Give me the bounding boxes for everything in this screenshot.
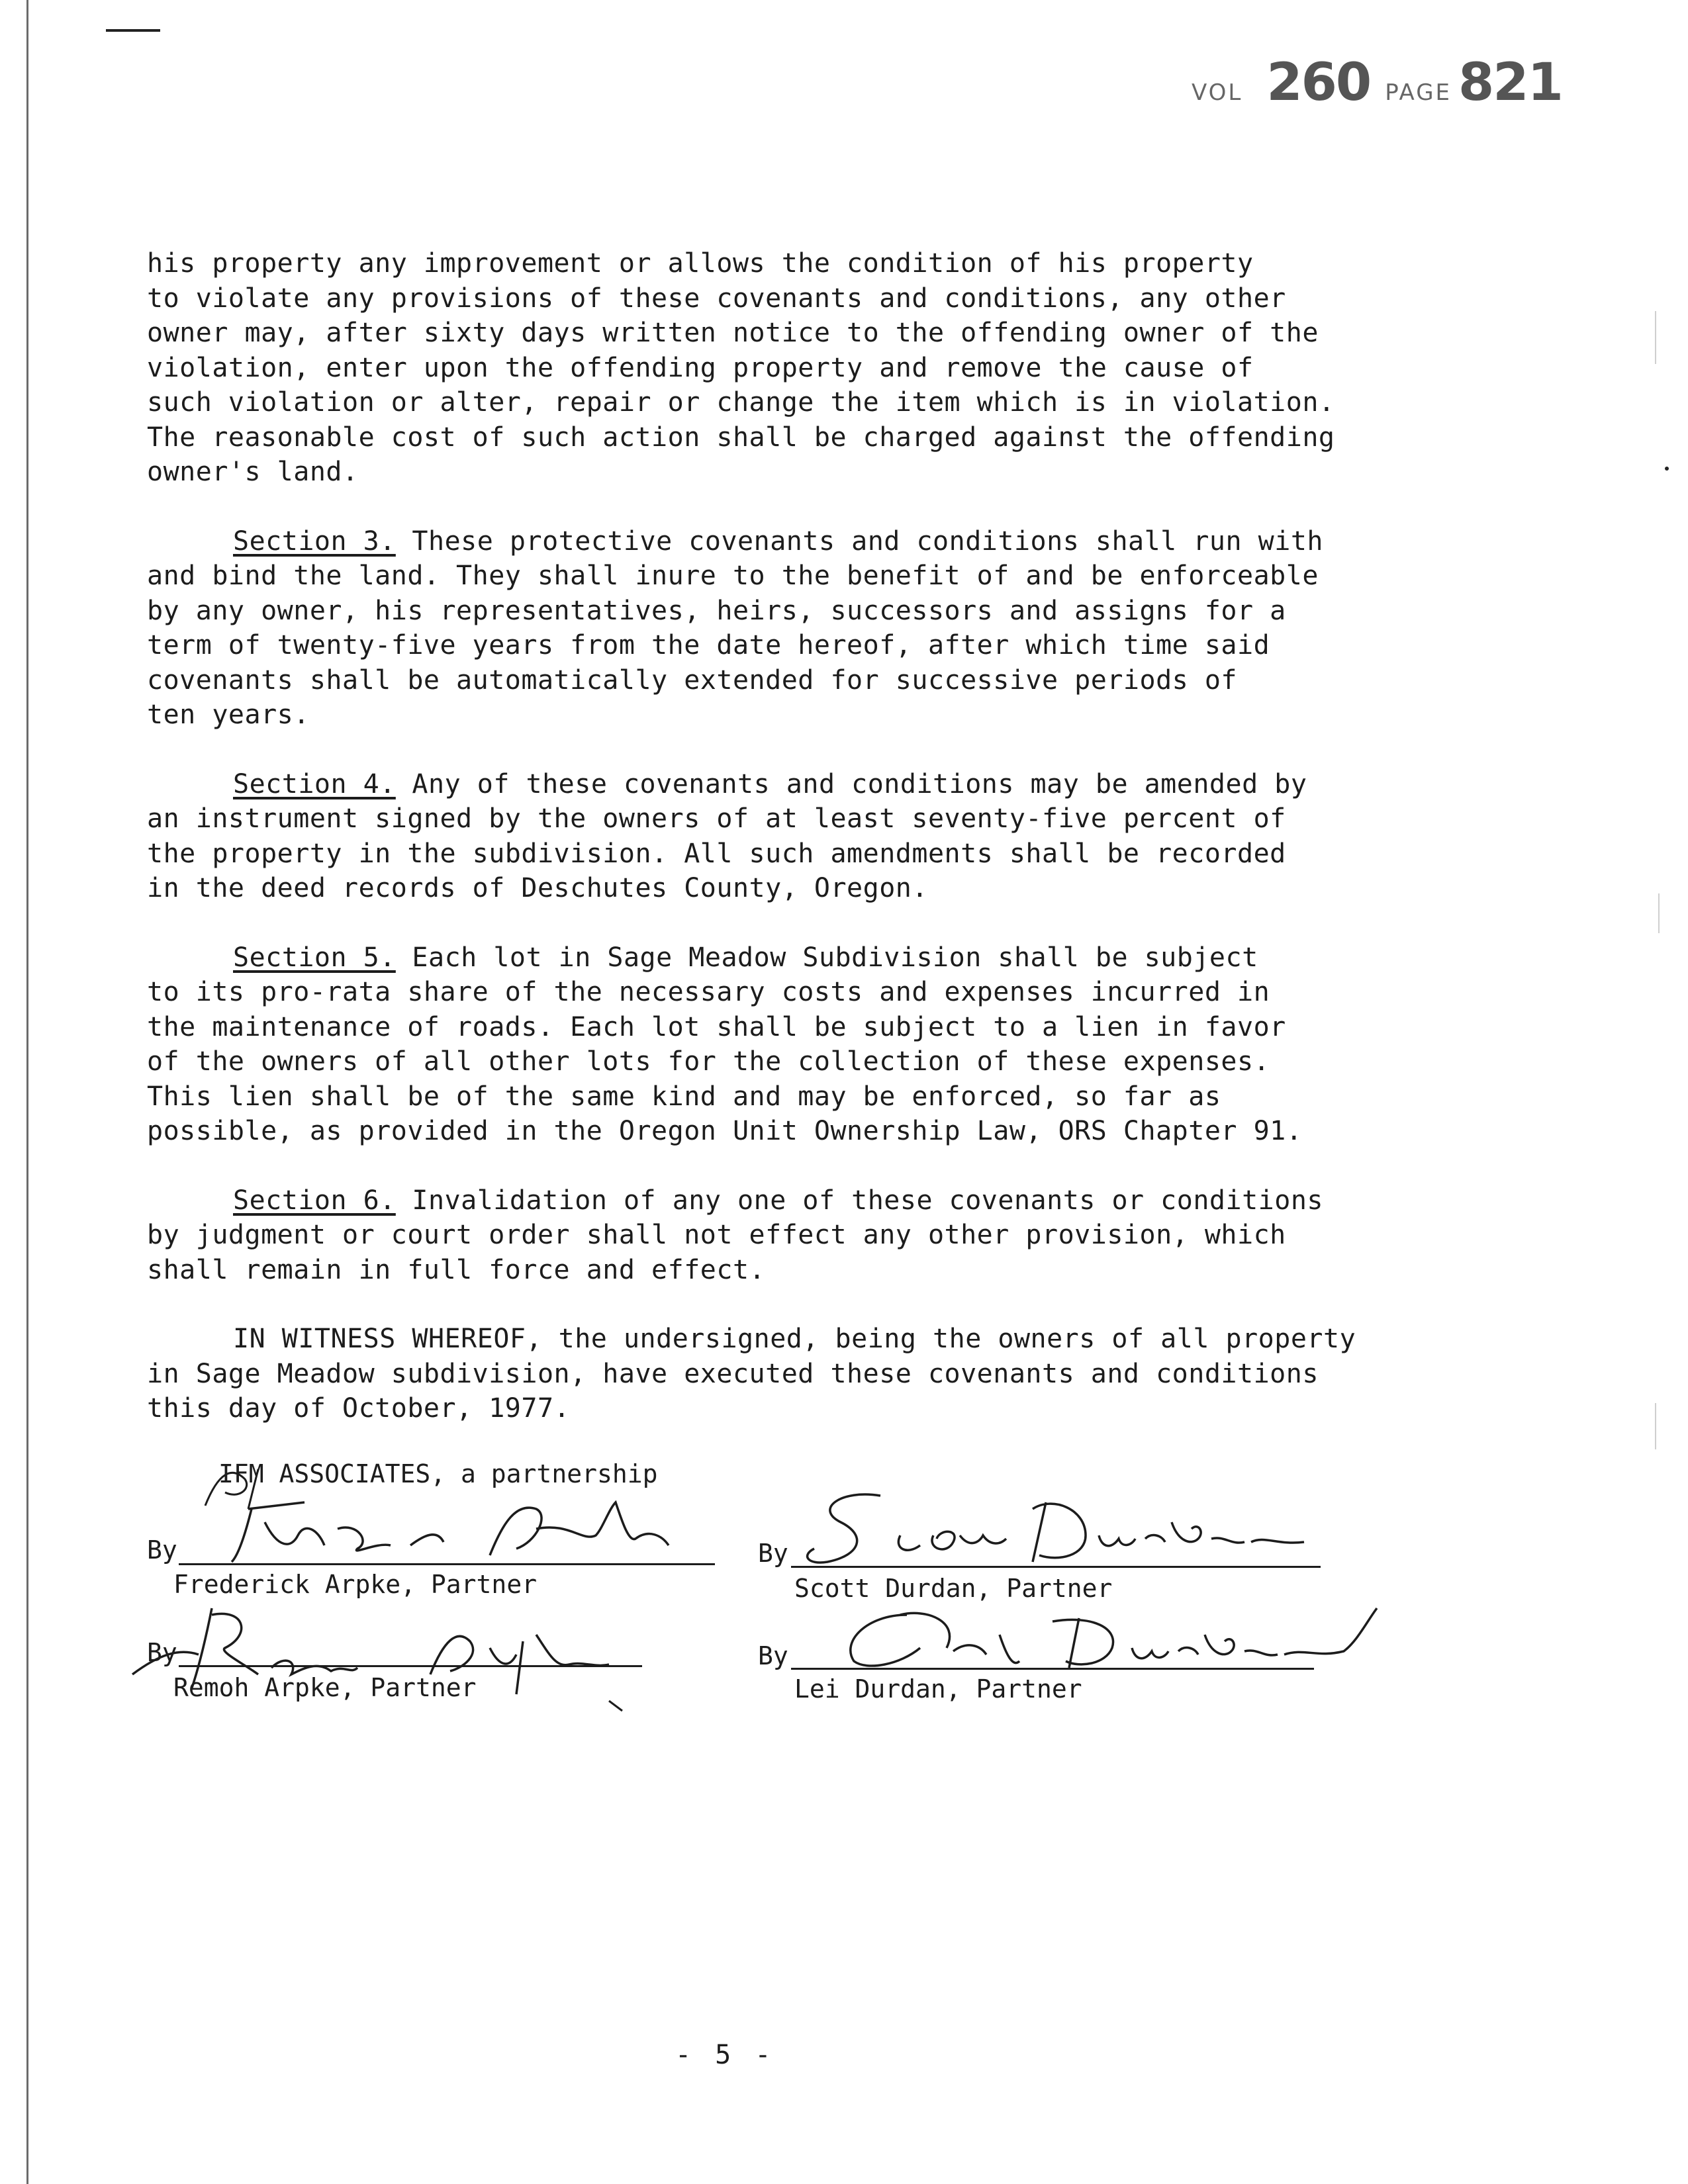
- section-6-text: Invalidation of any one of these covenants or conditions by judgment or court order shall not effect any other provision, which shall remain in full force and effect.: [147, 1185, 1324, 1285]
- by-label: By: [147, 1638, 177, 1667]
- covenant-body: [147, 246, 1471, 1461]
- section-4-text: Any of these covenants and conditions may be amended by an instrument signed by the owners of at least seventy-five percent of the property in the subdivision. All such amendments shall be recorded in the deed records of Deschutes County, Oregon.: [147, 768, 1307, 903]
- signature-frederick-arpke: [225, 1482, 702, 1569]
- corner-mark: [106, 29, 160, 32]
- firm-name: IFM ASSOCIATES, a partnership: [218, 1459, 658, 1488]
- witness-clause: [147, 1322, 1471, 1426]
- page-number-stamp: 821: [1458, 53, 1562, 113]
- by-label: By: [758, 1539, 788, 1568]
- signer-4-name: Lei Durdan, Partner: [794, 1674, 1082, 1704]
- vol-number: 260: [1266, 53, 1371, 113]
- scan-speck: [1665, 467, 1669, 471]
- signer-3-name: Scott Durdan, Partner: [794, 1574, 1113, 1603]
- scan-scratch: [1658, 893, 1660, 933]
- signature-scott-durdan: [801, 1482, 1324, 1575]
- section-5-text: Each lot in Sage Meadow Subdivision shall be subject to its pro-rata share of the necessary costs and expenses incurred in the maintenance of roads. Each lot shall be subject to a lien in favor of the owners of all other lots for the collection of these expenses. This lien shall be of the same kind and may be enforced, so far as possible, as provided in the Oregon Unit Ownership Law, ORS Chapter 91.: [147, 942, 1303, 1146]
- signature-lei-durdan: [827, 1595, 1390, 1681]
- scan-scratch: [1655, 1403, 1656, 1449]
- by-label: By: [758, 1641, 788, 1670]
- section-3: [147, 524, 1471, 733]
- section-6: [147, 1183, 1471, 1288]
- recording-stamp: [1192, 53, 1562, 126]
- section-6-heading: Section 6.: [233, 1185, 396, 1216]
- scan-left-edge: [26, 0, 28, 2184]
- section-3-heading: Section 3.: [233, 525, 396, 557]
- vol-label: VOL: [1192, 79, 1243, 106]
- section-5-heading: Section 5.: [233, 942, 396, 973]
- page-label: PAGE: [1385, 79, 1452, 106]
- signer-1-name: Frederick Arpke, Partner: [173, 1570, 538, 1599]
- by-label: By: [147, 1535, 177, 1565]
- paragraph-continuation: his property any improvement or allows the condition of his property to violate any provisions of these covenants and conditions, any other owner may, after sixty days written notice to the offending owner of the violation, enter upon the offending property and remove the cause of such violation or alter, repair or change the item which is in violation. The reasonable cost of such action shall be charged against the offending owner's land.: [147, 248, 1335, 487]
- scan-scratch: [1655, 311, 1656, 364]
- section-3-text: These protective covenants and conditions shall run with and bind the land. They shall inure to the benefit of and be enforceable by any owner, his representatives, heirs, successors and assigns for a term of twenty-five years from the date hereof, after which time said covenants shall be automatically extended for successive periods of ten years.: [147, 525, 1324, 730]
- signer-2-name: Remoh Arpke, Partner: [173, 1673, 477, 1702]
- witness-text: IN WITNESS WHEREOF, the undersigned, being the owners of all property in Sage Meadow subdivision, have executed these covenants and conditions this day of October, 1977.: [147, 1324, 1356, 1424]
- section-4-heading: Section 4.: [233, 768, 396, 799]
- section-4: [147, 767, 1471, 906]
- page-footer-number: - 5 -: [675, 2040, 775, 2070]
- section-5: [147, 940, 1471, 1149]
